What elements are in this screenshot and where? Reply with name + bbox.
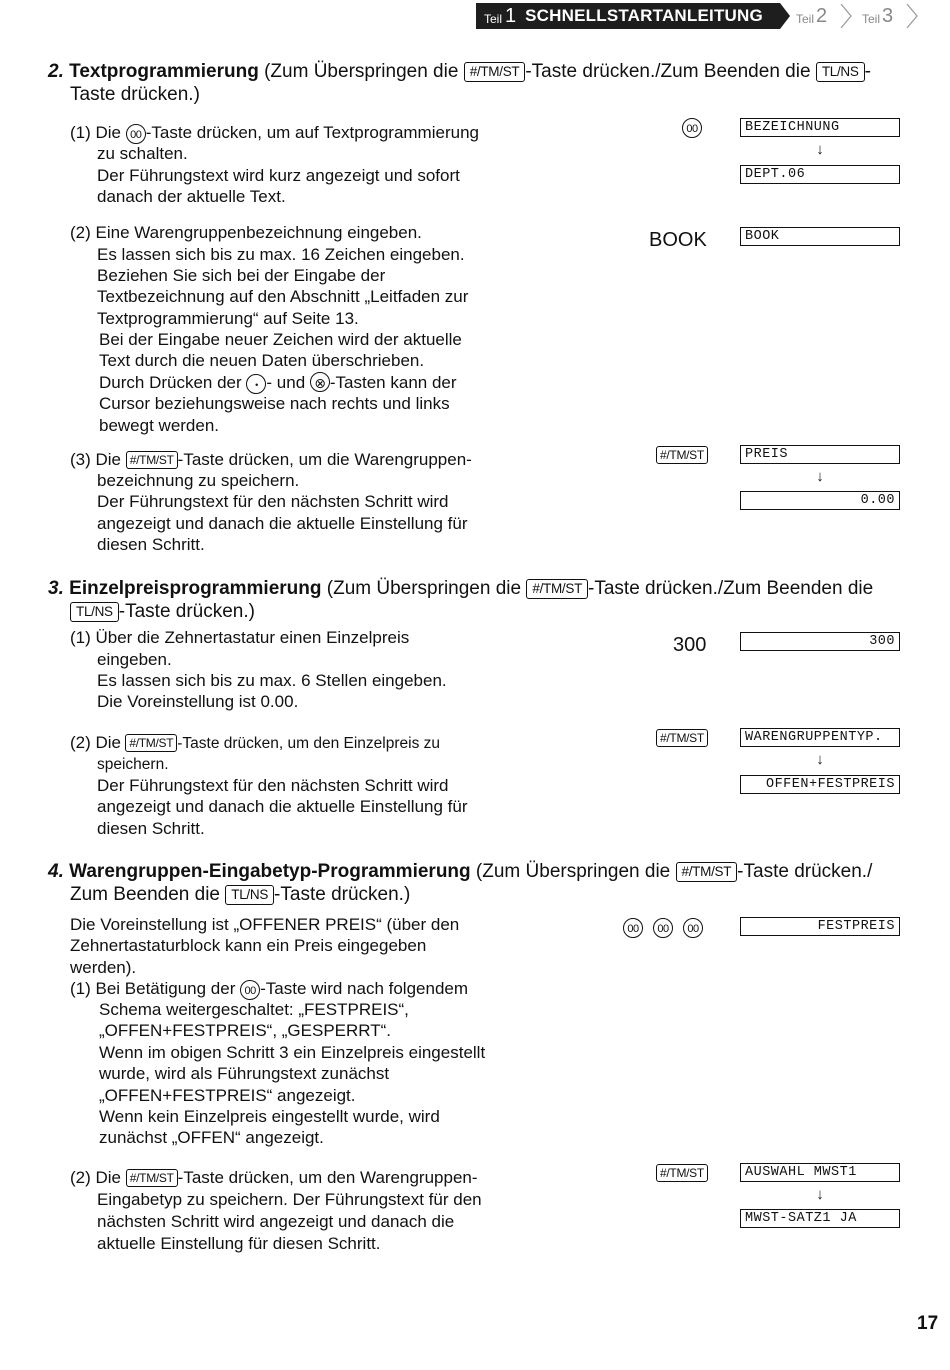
tab1-teil-label: Teil — [484, 11, 503, 26]
tm-st-key: #/TM/ST — [656, 446, 708, 464]
heading-text: -Taste drücken./ — [737, 861, 873, 882]
step-text: Der Führungstext für den nächsten Schritt wird — [97, 776, 449, 795]
double-zero-key: 00 — [683, 918, 703, 938]
step-text: bezeichnung zu speichern. — [97, 471, 300, 490]
step-text: diesen Schritt. — [97, 535, 205, 554]
intro-text: werden). — [70, 958, 137, 977]
double-zero-key: 00 — [623, 918, 643, 938]
dot-key: • — [246, 374, 266, 394]
tm-st-key: #/TM/ST — [676, 862, 738, 882]
tab-part-1[interactable] — [476, 3, 780, 29]
tl-ns-key: TL/NS — [816, 62, 865, 82]
tab2-number: 2 — [816, 4, 828, 27]
intro-text: Die Voreinstellung ist „OFFENER PREIS“ (über den — [70, 915, 460, 934]
tl-ns-key: TL/NS — [225, 885, 274, 905]
text: -Taste drücken, um auf Textprogrammierung — [145, 123, 479, 142]
section-4-heading-line2 — [70, 883, 410, 906]
step-text: nächsten Schritt wird angezeigt und danach die — [97, 1212, 455, 1231]
text: (1) Die — [70, 123, 122, 142]
section-title: Warengruppen-Eingabetyp-Programmierung — [69, 861, 471, 882]
down-arrow-icon: ↓ — [816, 751, 824, 768]
lcd-display: DEPT.06 — [740, 165, 900, 184]
step-text: Bei der Eingabe neuer Zeichen wird der aktuelle — [99, 330, 462, 349]
section-number: 2. — [48, 61, 64, 82]
text: (2) Die — [70, 733, 122, 752]
step-text: zu schalten. — [97, 144, 188, 163]
tab1-arrow-shape — [780, 3, 790, 29]
step-text — [99, 372, 457, 394]
step-text: Der Führungstext für den nächsten Schritt wird — [97, 492, 449, 511]
tab2-teil-label: Teil — [796, 11, 815, 26]
step-text: Es lassen sich bis zu max. 6 Stellen eingeben. — [97, 671, 447, 690]
lcd-display: MWST-SATZ1 JA — [740, 1209, 900, 1228]
step-text: Schema weitergeschaltet: „FESTPREIS“, — [99, 1000, 409, 1019]
page-number: 17 — [917, 1313, 939, 1334]
section-number: 3. — [48, 578, 64, 599]
tab-part-3[interactable] — [862, 3, 893, 29]
down-arrow-icon: ↓ — [816, 141, 824, 158]
tab-part-2[interactable] — [796, 3, 827, 29]
part-navigation — [476, 3, 920, 29]
step-text: Textbezeichnung auf den Abschnitt „Leitfaden zur — [97, 287, 469, 306]
step-text: danach der aktuelle Text. — [97, 187, 286, 206]
keyboard-entry: 300 — [673, 634, 707, 656]
tab3-number: 3 — [882, 4, 894, 27]
heading-text: -Taste drücken.) — [118, 601, 255, 622]
chevron-right-icon — [840, 4, 852, 28]
heading-text: Zum Beenden die — [70, 884, 220, 905]
step-text: Eingabetyp zu speichern. Der Führungstext für den — [97, 1190, 482, 1209]
step-text: Beziehen Sie sich bei der Eingabe der — [97, 266, 386, 285]
text: (2) Die — [70, 1168, 122, 1187]
lcd-display: 300 — [740, 632, 900, 651]
tab3-teil-label: Teil — [862, 11, 881, 26]
intro-text: Zehnertastaturblock kann ein Preis eingegeben — [70, 936, 427, 955]
heading-text: (Zum Überspringen die — [326, 578, 522, 599]
step-text — [70, 732, 440, 754]
tm-st-key: #/TM/ST — [126, 1169, 178, 1187]
section-number: 4. — [48, 861, 64, 882]
down-arrow-icon: ↓ — [816, 1186, 824, 1203]
lcd-display: 0.00 — [740, 491, 900, 510]
section-3-heading-line2 — [70, 600, 255, 623]
step-text: Wenn im obigen Schritt 3 ein Einzelpreis eingestellt — [99, 1043, 486, 1062]
lcd-display: WARENGRUPPENTYP. — [740, 728, 900, 747]
tab1-number: 1 — [505, 4, 517, 27]
section-title: Textprogrammierung — [69, 61, 259, 82]
step-text: (2) Eine Warengruppenbezeichnung eingeben. — [70, 223, 422, 242]
tab1-title: SCHNELLSTARTANLEITUNG — [525, 6, 763, 25]
lcd-display: PREIS — [740, 445, 900, 464]
tm-st-key: #/TM/ST — [125, 734, 177, 752]
step-text: wurde, wird als Führungstext zunächst — [99, 1064, 390, 1083]
step-text: Cursor beziehungsweise nach rechts und links — [99, 394, 450, 413]
lcd-display: OFFEN+FESTPREIS — [740, 775, 900, 794]
step-text: Es lassen sich bis zu max. 16 Zeichen eingeben. — [97, 245, 465, 264]
step-text: diesen Schritt. — [97, 819, 205, 838]
step-text — [70, 978, 468, 1000]
multiply-key: ⊗ — [310, 372, 330, 392]
step-text: bewegt werden. — [99, 416, 220, 435]
text: Durch Drücken der — [99, 373, 242, 392]
text: -Taste drücken, um den Warengruppen- — [177, 1168, 478, 1187]
lcd-display: BEZEICHNUNG — [740, 118, 900, 137]
text: (3) Die — [70, 450, 122, 469]
heading-text: -Taste drücken.) — [274, 884, 411, 905]
step-text — [70, 1167, 478, 1188]
tm-st-key: #/TM/ST — [126, 451, 178, 469]
heading-text: -Taste drücken./Zum Beenden die — [588, 578, 874, 599]
step-text: Der Führungstext wird kurz angezeigt und sofort — [97, 166, 460, 185]
section-2-heading — [48, 60, 871, 83]
double-zero-key: 00 — [682, 118, 702, 138]
text: -Tasten kann der — [329, 373, 457, 392]
step-text: angezeigt und danach die aktuelle Einstellung für — [97, 514, 468, 533]
step-text: Die Voreinstellung ist 0.00. — [97, 692, 299, 711]
tm-st-key: #/TM/ST — [656, 729, 708, 747]
double-zero-key: 00 — [126, 124, 146, 144]
lcd-display: AUSWAHL MWST1 — [740, 1163, 900, 1182]
step-text: angezeigt und danach die aktuelle Einstellung für — [97, 797, 468, 816]
down-arrow-icon: ↓ — [816, 468, 824, 485]
step-text: „OFFEN+FESTPREIS“, „GESPERRT“. — [99, 1021, 392, 1040]
step-text — [70, 449, 472, 470]
heading-text: Taste drücken.) — [70, 84, 200, 105]
text: (1) Bei Betätigung der — [70, 979, 236, 998]
double-zero-key: 00 — [240, 980, 260, 1000]
step-text: eingeben. — [97, 650, 172, 669]
tm-st-key: #/TM/ST — [464, 62, 526, 82]
section-title: Einzelpreisprogrammierung — [69, 578, 322, 599]
tl-ns-key: TL/NS — [70, 602, 119, 622]
heading-text: -Taste drücken./Zum Beenden die — [525, 61, 811, 82]
text: -Taste drücken, um den Einzelpreis zu — [177, 735, 441, 752]
heading-text: (Zum Überspringen die — [264, 61, 459, 82]
step-text: Wenn kein Einzelpreis eingestellt wurde, wird — [99, 1107, 440, 1126]
text: - und — [266, 373, 306, 392]
step-text: „OFFEN+FESTPREIS“ angezeigt. — [99, 1086, 356, 1105]
step-text: zunächst „OFFEN“ angezeigt. — [99, 1128, 324, 1147]
text: -Taste wird nach folgendem — [260, 979, 469, 998]
lcd-display: BOOK — [740, 227, 900, 246]
step-text: aktuelle Einstellung für diesen Schritt. — [97, 1234, 381, 1253]
section-3-heading — [48, 577, 873, 600]
step-text — [70, 122, 479, 144]
heading-text: (Zum Überspringen die — [475, 861, 671, 882]
tm-st-key: #/TM/ST — [656, 1164, 708, 1182]
keyboard-entry: BOOK — [649, 229, 707, 251]
step-text: Text durch die neuen Daten überschrieben. — [99, 351, 425, 370]
text: -Taste drücken, um die Warengruppen- — [177, 450, 472, 469]
step-text: (1) Über die Zehnertastatur einen Einzelpreis — [70, 628, 410, 647]
section-4-heading — [48, 860, 872, 883]
lcd-display: FESTPREIS — [740, 917, 900, 936]
chevron-right-icon — [906, 4, 918, 28]
double-zero-key: 00 — [653, 918, 673, 938]
step-text: speichern. — [97, 756, 169, 773]
tm-st-key: #/TM/ST — [526, 579, 588, 599]
heading-text: - — [864, 61, 871, 82]
step-text: Textprogrammierung“ auf Seite 13. — [97, 309, 359, 328]
